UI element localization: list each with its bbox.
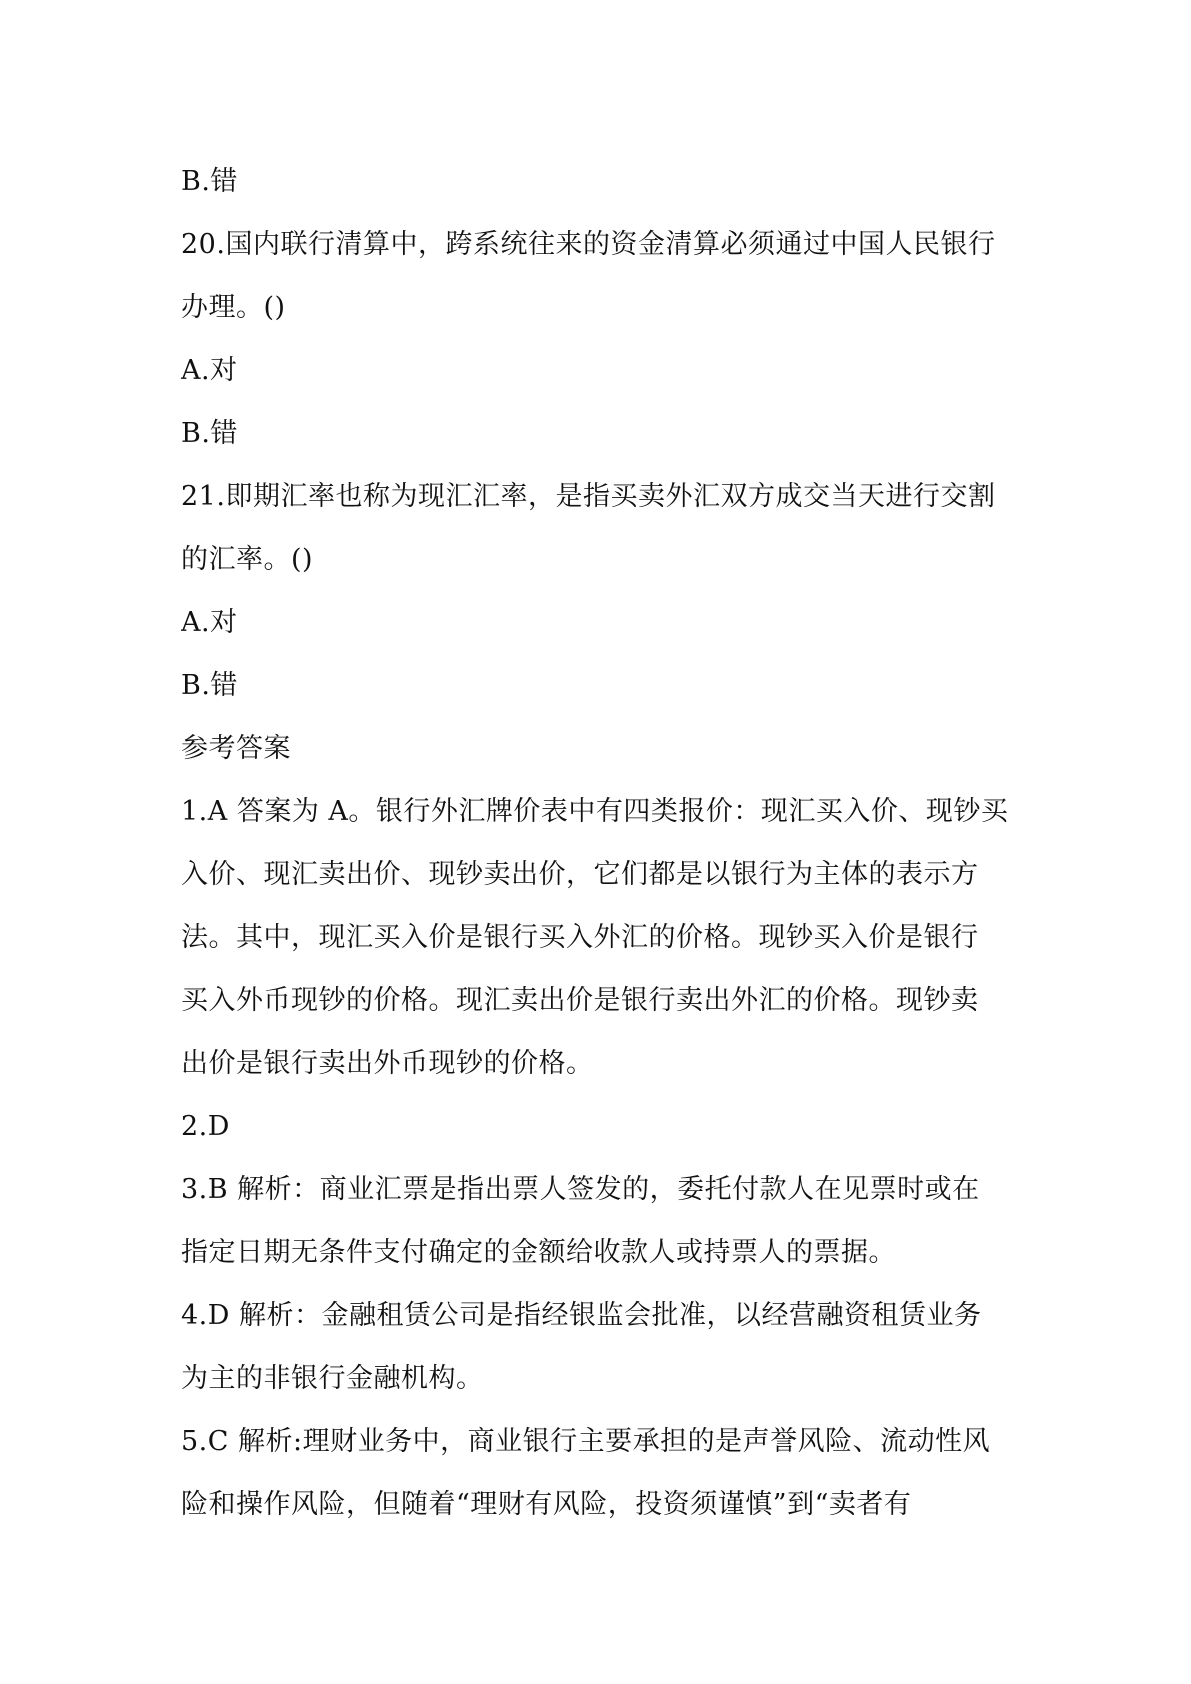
document-body: [181, 150, 1021, 1536]
question-20-line-2: 办理。(): [181, 292, 286, 323]
answer-3-line-2: 指定日期无条件支付确定的金额给收款人或持票人的票据。: [181, 1237, 896, 1268]
answer-4-line-1: 4.D 解析：金融租赁公司是指经银监会批准，以经营融资租赁业务: [181, 1300, 982, 1331]
answer-2: 2.D: [181, 1111, 230, 1142]
answer-1-line-5: 出价是银行卖出外币现钞的价格。: [181, 1048, 594, 1079]
answer-1-line-2: 入价、现汇卖出价、现钞卖出价，它们都是以银行为主体的表示方: [181, 859, 979, 890]
option-a-q20: A.对: [181, 355, 238, 386]
answer-5-line-1: 5.C 解析:理财业务中，商业银行主要承担的是声誉风险、流动性风: [181, 1426, 991, 1457]
answers-heading: 参考答案: [181, 733, 291, 764]
question-20-line-1: 20.国内联行清算中，跨系统往来的资金清算必须通过中国人民银行: [181, 229, 996, 260]
answer-1-line-4: 买入外币现钞的价格。现汇卖出价是银行卖出外汇的价格。现钞卖: [181, 985, 979, 1016]
answer-5-line-2: 险和操作风险，但随着“理财有风险，投资须谨慎”到“卖者有: [181, 1489, 912, 1520]
option-a-q21: A.对: [181, 607, 238, 638]
answer-1-line-3: 法。其中，现汇买入价是银行买入外汇的价格。现钞买入价是银行: [181, 922, 979, 953]
question-21-line-1: 21.即期汇率也称为现汇汇率，是指买卖外汇双方成交当天进行交割: [181, 481, 996, 512]
answer-1-line-1: 1.A 答案为 A。银行外汇牌价表中有四类报价：现汇买入价、现钞买: [181, 796, 1009, 827]
option-b-q20: B.错: [181, 418, 238, 449]
answer-3-line-1: 3.B 解析：商业汇票是指出票人签发的，委托付款人在见票时或在: [181, 1174, 980, 1205]
option-b-q21: B.错: [181, 670, 238, 701]
option-b-q19: B.错: [181, 166, 238, 197]
answer-4-line-2: 为主的非银行金融机构。: [181, 1363, 484, 1394]
question-21-line-2: 的汇率。(): [181, 544, 314, 575]
